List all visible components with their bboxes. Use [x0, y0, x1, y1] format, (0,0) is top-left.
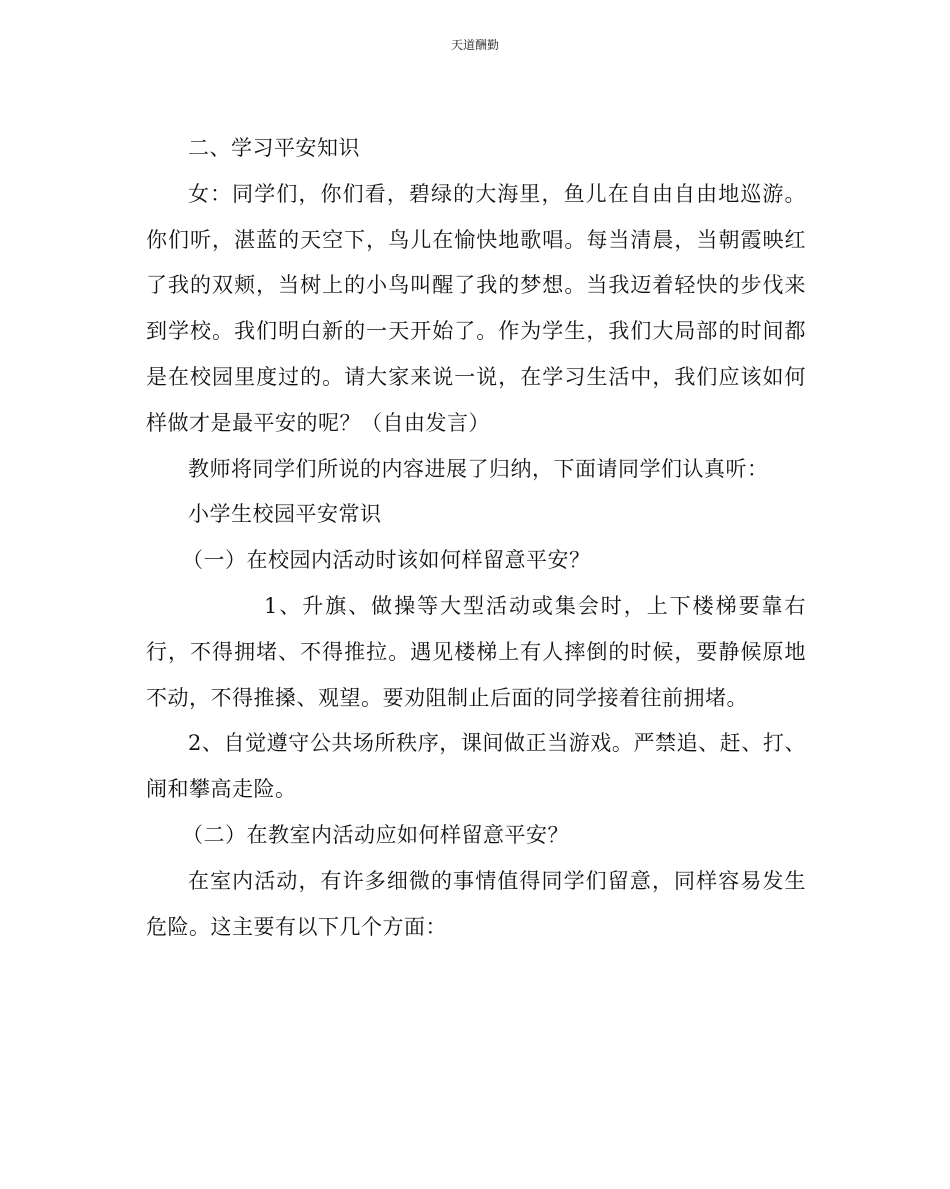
paragraph-summary: 教师将同学们所说的内容进展了归纳，下面请同学们认真听： — [188, 456, 769, 481]
section-heading: 二、学习平安知识 — [188, 136, 360, 160]
subheading-campus-activity: （一）在校园内活动时该如何样留意平安？ — [182, 548, 591, 573]
paragraph-classroom: 在室内活动，有许多细微的事情值得同学们留意，同样容易发生危险。这主要有以下几个方面： — [146, 868, 806, 939]
page-header: 天道酬勤 — [450, 38, 499, 52]
paragraph-intro: 女：同学们，你们看，碧绿的大海里，鱼儿在自由自由地巡游。你们听，湛蓝的天空下，鸟儿在愉快地歌唱。每当清晨，当朝霞映红了我的双颊，当树上的小鸟叫醒了我的梦想。当我迈着轻快的步伐来到学校。我们明白新的一天开始了。作为学生，我们大局部的时间都是在校园里度过的。请大家来说一说，在学习生活中，我们应该如何样做才是最平安的呢？（自由发言） — [146, 181, 806, 435]
list-item-2: 2、自觉遵守公共场所秩序，课间做正当游戏。严禁追、赶、打、闹和攀高走险。 — [146, 731, 806, 802]
document-body — [146, 126, 806, 950]
subheading-classroom-activity: （二）在教室内活动应如何样留意平安？ — [182, 822, 569, 847]
list-item-1: 1、升旗、做操等大型活动或集会时，上下楼梯要靠右行，不得拥堵、不得推拉。遇见楼梯上有人摔倒的时候，要静候原地不动，不得推搡、观望。要劝阻制止后面的同学接着往前拥堵。 — [146, 593, 806, 710]
subsection-title: 小学生校园平安常识 — [188, 502, 382, 527]
